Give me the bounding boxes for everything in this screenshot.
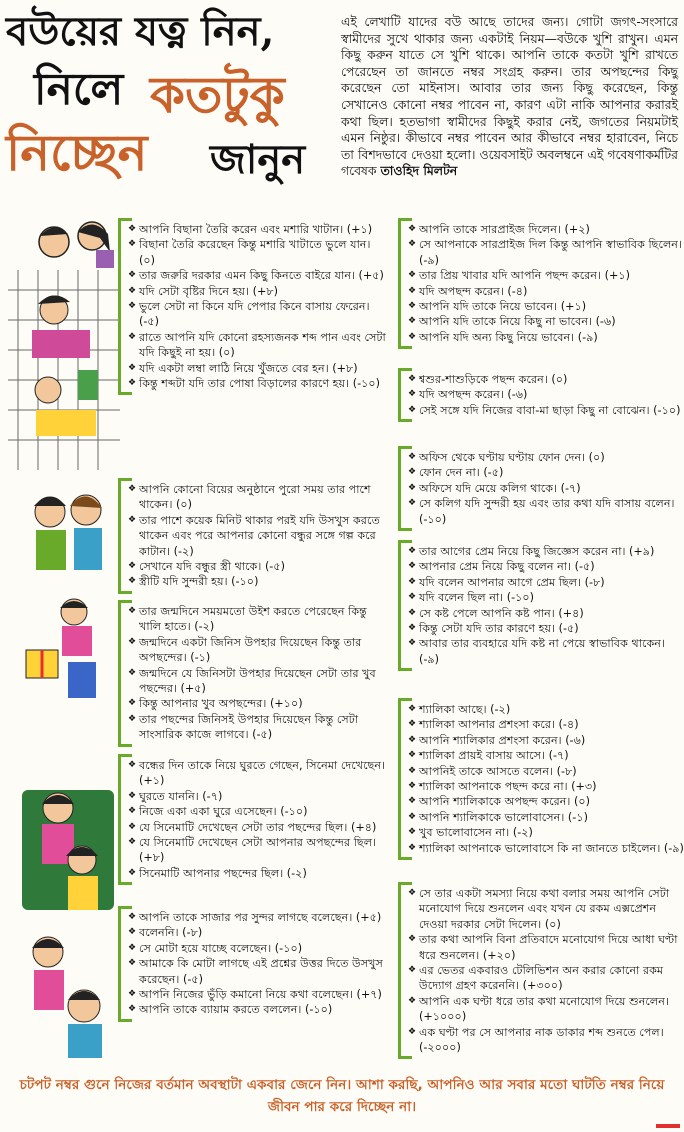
score-item: ❖ শ্যালিকা প্রায়ই বাসায় আসে। (-৭) [408,748,684,763]
score-item: ❖ অফিসে যদি মেয়ে কলিগ থাকে। (-৭) [408,481,684,496]
score-item: ❖ বন্ধের দিন তাকে নিয়ে ঘুরতে গেছেন, সিনেমা দেখেছেন। (+১) [128,758,390,789]
exercise-couple-icon [18,930,114,1060]
score-box-outing [118,754,390,885]
intro-author: তাওহিদ মিলটন [380,163,458,179]
footer-conclusion: চটপট নম্বর গুনে নিজের বর্তমান অবস্থাটা একবার জেনে নিন। আশা করছি, আপনিও আর সবার মতো ঘাটতি নম্বর নিয়ে জীবন পার করে দিচ্ছেন না। [19,1077,665,1115]
score-item: ❖ ভুলে সেটা না কিনে যদি পেপার কিনে বাসায় ফেরেন। (-৫) [128,299,390,330]
score-item: ❖ যদি অপছন্দ করেন। (-৬) [408,387,684,402]
score-item: ❖ তার কথা আপনি বিনা প্রতিবাদে মনোযোগ দিয়ে আধা ঘণ্টা ধরে শুনলেন। (+২০) [408,932,684,963]
score-item: ❖ আপনি তাকে সাজার পর সুন্দর লাগছে বলেছেন। (+৫) [128,910,390,925]
score-item: ❖ জন্মদিনে যে জিনিসটা উপহার দিয়েছেন সেটা তার খুব পছন্দের। (+৫) [128,666,390,697]
score-item: ❖ তার পছন্দের জিনিসই উপহার দিয়েছেন কিন্তু সেটা সাংসারিক কাজে লাগবে। (-৫) [128,712,390,743]
score-item: ❖ আপনার প্রেম নিয়ে কিছু বলেন না। (-৫) [408,559,684,574]
score-item: ❖ কিন্তু শব্দটা যদি তার পোষা বিড়ালের কারণে হয়। (-১০) [128,376,390,391]
score-item: ❖ যে সিনেমাটি দেখেছেন সেটা তার পছন্দের ছিল। (+৪) [128,820,390,835]
score-item: ❖ আপনি নিজের ভুঁড়ি কমানো নিয়ে কথা বলেছেন। (+৭) [128,987,390,1002]
corner-marker [656,1124,680,1128]
score-item: ❖ বিছানা তৈরি করেছেন কিন্তু মশারি খাটাতে ভুলে যান। (০) [128,237,390,268]
score-item: ❖ তার আগের প্রেম নিয়ে কিছু জিজ্ঞেস করেন না। (+৯) [408,544,684,559]
score-item: ❖ রাতে আপনি যদি কোনো রহস্যজনক শব্দ পান এবং সেটা যদি কিছুই না হয়। (০) [128,330,390,361]
score-item: ❖ যদি সেটা বৃষ্টির দিনে হয়। (+৮) [128,284,390,299]
score-box-wedding [118,478,390,594]
score-item: ❖ যদি বলেন আপনার আগে প্রেম ছিল। (-৮) [408,575,684,590]
gift-icon [18,598,108,718]
score-item: ❖ যদি বলেন ছিল না। (-১০) [408,590,684,605]
intro-text: এই লেখাটি যাদের বউ আছে তাদের জন্য। গোটা জগৎ-সংসারে স্বামীদের সুখে থাকার জন্য একটাই নিয়ম—বউকে খুশি রাখুন। এমন কিছু করুন যাতে সে খুশি থাকে। আপনি তাকে কতটা খুশি রাখতে পেরেছেন তা জানতে নম্বর সংগ্রহ করুন। তার অপছন্দের কিছু করেছেন তো মাইনাস। আবার তার জন্য কিছু করেছেন, কিন্তু সেখানেও কোনো নম্বর পাবেন না, কারণ এটা নাকি আপনার করারই কথা ছিল। হতভাগা স্বামীদের কিছুই করার নেই, জগতের নিয়মটাই এমন নিষ্ঠুর। কীভাবে নম্বর পাবেন আর কীভাবে নম্বর হারাবেন, নিচে তা বিশদভাবে দেওয়া হলো। ওয়েবসাইট অবলম্বনে এই গবেষণাকর্মটির গবেষক [341,14,678,179]
headline-line-2-black: নিলে [34,64,124,115]
score-box-sister-in-law [398,698,684,860]
score-item: ❖ আপনি কোনো বিয়ের অনুষ্ঠানে পুরো সময় তার পাশে থাকেন। (০) [128,482,390,513]
headline-line-1: বউয়ের যত্ন নিন, [6,8,275,55]
score-item: ❖ বলেননি। (-৮) [128,925,390,940]
wedding-couple-icon [22,488,112,580]
score-item: ❖ কিন্তু সেটা যদি তার কারণে হয়। (-৫) [408,621,684,636]
score-item: ❖ শ্যালিকা আপনার প্রশংসা করে। (-৪) [408,717,684,732]
score-item: ❖ আপনি শ্যালিকাকে অপছন্দ করেন। (০) [408,794,684,809]
headline-line-3-orange: নিচ্ছেন [6,123,148,182]
score-item: ❖ স্ত্রীটি যদি সুন্দরী হয়। (-১০) [128,574,390,589]
score-item: ❖ সে কষ্ট পেলে আপনি কষ্ট পান। (+৪) [408,606,684,621]
score-item: ❖ নিজে একা একা ঘুরে এসেছেন। (-১০) [128,804,390,819]
score-item: ❖ সিনেমাটি আপনার পছন্দের ছিল। (-২) [128,866,390,881]
score-item: ❖ শ্বশুর-শাশুড়িকে পছন্দ করেন। (০) [408,372,684,387]
score-item: ❖ তার জন্মদিনে সময়মতো উইশ করতে পেরেছেন কিন্তু খালি হাতে। (-২) [128,604,390,635]
headline-line-3-black: জানুন [210,136,306,183]
score-box-office [398,446,684,531]
score-box-listening [398,882,684,1059]
score-item: ❖ শ্যালিকা আপনাকে ভালোবাসে কি না জানতে চাইলেন। (-৯) [408,841,684,856]
bed-net-icon [8,270,120,470]
score-item: ❖ এর ভেতর একবারও টেলিভিশন অন করার কোনো রকম উদ্যোগ গ্রহণ করেননি। (+৩০০) [408,963,684,994]
score-item: ❖ এক ঘণ্টা পর সে আপনার নাক ডাকার শব্দ শুনতে পেল। (-২০০০) [408,1025,684,1056]
score-item: ❖ তার জরুরি দরকার এমন কিছু কিনতে বাইরে যান। (+৫) [128,268,390,283]
score-item: ❖ শ্যালিকা আপনাকে পছন্দ করে না। (+৩) [408,779,684,794]
score-box-looks [118,906,390,1022]
score-item: ❖ আপনি এক ঘণ্টা ধরে তার কথা মনোযোগ দিয়ে শুনলেন। (+১০০০) [408,994,684,1025]
score-item: ❖ কিন্তু আপনার খুব অপছন্দের। (+১০) [128,696,390,711]
score-item: ❖ খুব ভালোবাসেন না। (-২) [408,825,684,840]
score-item: ❖ যে সিনেমাটি দেখেছেন সেটা আপনার অপছন্দের ছিল। (+৮) [128,835,390,866]
score-item: ❖ সে তার একটা সমস্যা নিয়ে কথা বলার সময় আপনি সেটা মনোযোগ দিয়ে শুনলেন এবং যখন যে রকম এক্সপ্রেশন দেওয়া দরকার সেটা দিলেন। (০) [408,886,684,932]
score-item: ❖ আমাকে কি মোটা লাগছে এই প্রশ্নের উত্তর দিতে উসখুস করেছেন। (-৫) [128,956,390,987]
couple-icon [30,208,114,268]
score-item: ❖ আপনি যদি অন্য কিছু নিয়ে ভাবেন। (-৯) [408,330,684,345]
score-item: ❖ আপনি তাকে ব্যায়াম করতে বললেন। (-১০) [128,1002,390,1017]
score-box-bed-and-errand [118,218,390,395]
score-item: ❖ সে কলিগ যদি সুন্দরী হয় এবং তার কথা যদি বাসায় বলেন। (-১০) [408,496,684,527]
score-item: ❖ তার পাশে কয়েক মিনিট থাকার পরই যদি উসখুস করতে থাকেন এবং পরে আপনার কোনো বন্ধুর সঙ্গে গল্প করে কাটান। (-২) [128,513,390,559]
score-item: ❖ আপনি শ্যালিকার প্রশংসা করেন। (-৬) [408,733,684,748]
score-item: ❖ সেই সঙ্গে যদি নিজের বাবা-মা ছাড়া কিছু না বোঝেন। (-১০) [408,403,684,418]
score-item: ❖ জন্মদিনে একটা জিনিস উপহার দিয়েছেন কিন্তু তার অপছন্দের। (-১) [128,635,390,666]
headline-line-2-orange: কতটুকু [150,65,285,124]
score-box-past-love [398,540,684,671]
score-item: ❖ সেখানে যদি বন্ধুর স্ত্রী থাকে। (-৫) [128,559,390,574]
score-item: ❖ আপনি বিছানা তৈরি করেন এবং মশারি খাটান। (+১) [128,222,390,237]
score-item: ❖ আপনি যদি তাকে নিয়ে ভাবেন। (+১) [408,299,684,314]
score-item: ❖ অফিস থেকে ঘণ্টায় ঘণ্টায় ফোন দেন। (০) [408,450,684,465]
score-item: ❖ ঘুরতে যাননি। (-৭) [128,789,390,804]
intro-paragraph [341,14,678,180]
score-box-birthday [118,600,390,747]
score-item: ❖ সে আপনাকে সারপ্রাইজ দিল কিন্তু আপনি স্বাভাবিক ছিলেন। (-৯) [408,237,684,268]
score-box-surprise [398,218,684,349]
cinema-couple-icon [22,760,114,920]
score-item: ❖ সে মোটা হয়ে যাচ্ছে বলেছেন। (-১০) [128,941,390,956]
score-item: ❖ যদি একটা লম্বা লাঠি নিয়ে খুঁজতে বের হন। (+৮) [128,361,390,376]
score-item: ❖ শ্যালিকা আছে। (-২) [408,702,684,717]
score-item: ❖ তার প্রিয় খাবার যদি আপনি পছন্দ করেন। (+১) [408,268,684,283]
score-item: ❖ আপনিই তাকে আসতে বলেন। (-৮) [408,764,684,779]
score-item: ❖ আবার তার ব্যবহারে যদি কষ্ট না পেয়ে স্বাভাবিক থাকেন। (-৯) [408,636,684,667]
score-item: ❖ আপনি তাকে সারপ্রাইজ দিলেন। (+২) [408,222,684,237]
score-box-in-laws [398,368,684,422]
score-item: ❖ যদি অপছন্দ করেন। (-৪) [408,284,684,299]
score-item: ❖ ফোন দেন না। (-৫) [408,465,684,480]
score-item: ❖ আপনি শ্যালিকাকে ভালোবাসেন। (-১) [408,810,684,825]
score-item: ❖ আপনি যদি তাকে নিয়ে কিছু না ভাবেন। (-৬) [408,314,684,329]
